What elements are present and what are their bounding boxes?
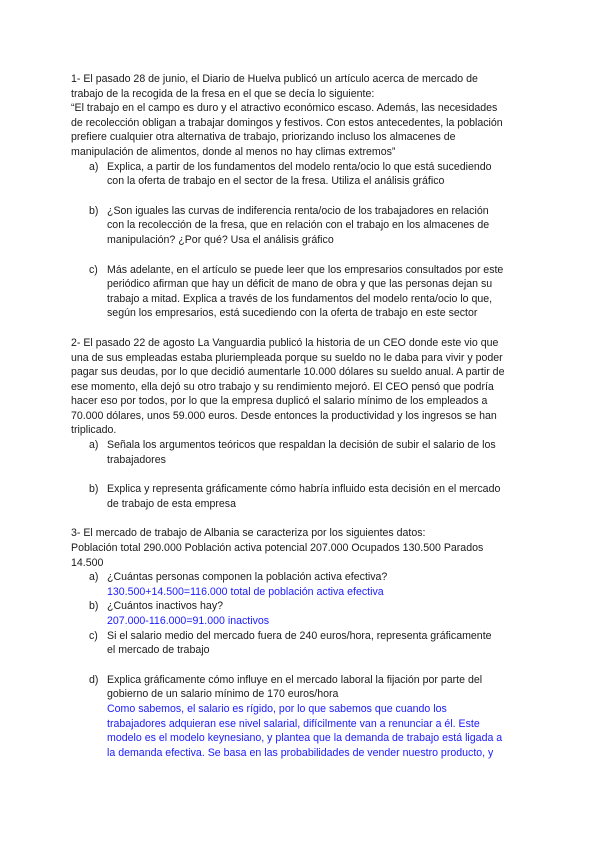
q3-intro-line: Población total 290.000 Población activa potencial 207.000 Ocupados 130.500 Parados	[71, 542, 484, 555]
document-content	[71, 72, 531, 760]
q3-item-b-question: ¿Cuántos inactivos hay?	[107, 600, 224, 613]
q1-item-c	[71, 263, 531, 321]
q3-item-d-answer-line: trabajadores adquieran ese nivel salarial, difícilmente van a renunciar a él. Este	[107, 717, 480, 730]
q2-intro-line: ese momento, ella dejó su otro trabajo y su rendimiento mejoró. El CEO pensó que podría	[71, 380, 494, 393]
q1-item-b-line: ¿Son iguales las curvas de indiferencia renta/ocio de los trabajadores en relación	[107, 204, 489, 217]
q2-item-b-line: de trabajo de esta empresa	[107, 497, 236, 510]
q2-item-a	[71, 438, 531, 467]
q1-item-c-line: trabajo a mitad. Explica a través de los fundamentos del modelo renta/ocio lo que,	[107, 292, 493, 305]
q2-item-b	[71, 482, 531, 511]
q1-item-b-marker: b)	[89, 204, 99, 217]
q1-item-b	[71, 204, 531, 248]
q2-intro-line: 70.000 dólares, unos 59.000 euros. Desde entonces la productividad y los ingresos se han	[71, 409, 497, 422]
q2-item-b-marker: b)	[89, 483, 99, 496]
q3-item-a-question: ¿Cuántas personas componen la población activa efectiva?	[107, 571, 388, 584]
q2-intro-line: pagar sus deudas, por lo que decidió aumentarle 10.000 dólares su sueldo anual. A partir de	[71, 366, 505, 379]
q1-intro-line: 1- El pasado 28 de junio, el Diario de Huelva publicó un artículo acerca de mercado de	[71, 73, 478, 85]
q1-item-a-marker: a)	[89, 160, 99, 173]
q1-item-b-line: manipulación? ¿Por qué? Usa el análisis gráfico	[107, 233, 334, 246]
q3-item-d-answer-line: Como sabemos, el salario es rígido, por lo que sabemos que cuando los	[107, 702, 447, 715]
q2-item-a-line: Señala los argumentos teóricos que respaldan la decisión de subir el salario de los	[107, 439, 496, 452]
q3-item-d-line: gobierno de un salario mínimo de 170 euros/hora	[107, 688, 339, 701]
q3-item-b-marker: b)	[89, 600, 99, 613]
q3-intro-line: 14.500	[71, 556, 104, 569]
q1-item-c-line: Más adelante, en el artículo se puede leer que los empresarios consultados por este	[107, 263, 504, 276]
question-3	[71, 526, 531, 760]
q3-item-b	[71, 599, 531, 628]
q3-item-a	[71, 570, 531, 599]
q1-quote-line: manipulación de alimentos, donde al menos no hay climas extremos”	[71, 145, 396, 158]
q2-intro-line: hacer eso por todos, por lo que la empresa duplicó el salario mínimo de los empleados a	[71, 395, 488, 408]
q3-item-b-answer: 207.000-116.000=91.000 inactivos	[107, 615, 270, 627]
q3-item-d-line: Explica gráficamente cómo influye en el mercado laboral la fijación por parte del	[107, 673, 483, 686]
q3-item-d-answer-line: modelo es el modelo keynesiano, y plantea que la demanda de trabajo está ligada a	[107, 732, 503, 745]
q2-intro-line: triplicado.	[71, 424, 117, 437]
q1-item-b-line: con la recolección de la fresa, que en relación con el trabajo en los almacenes de	[107, 219, 490, 232]
q2-item-a-line: trabajadores	[107, 453, 166, 466]
q3-intro-line: 3- El mercado de trabajo de Albania se caracteriza por los siguientes datos:	[71, 527, 426, 540]
q1-quote-line: prefiere cualquier otra alternativa de trabajo, priorizando incluso los almacenes de	[71, 131, 456, 144]
q2-intro-line: una de sus empleadas estaba pluriempleada porque su sueldo no le daba para vivir y poder	[71, 351, 503, 364]
q3-item-a-answer: 130.500+14.500=116.000 total de población activa efectiva	[107, 585, 384, 598]
q3-item-d	[71, 673, 531, 761]
question-1	[71, 72, 531, 321]
q3-item-d-answer-line: la demanda efectiva. Se basa en las probabilidades de vender nuestro producto, y	[107, 746, 494, 759]
question-2	[71, 336, 531, 512]
q1-intro-line: trabajo de la recogida de la fresa en el que se decía lo siguiente:	[71, 87, 375, 100]
q3-item-c-marker: c)	[89, 629, 98, 642]
q2-intro-line: 2- El pasado 22 de agosto La Vanguardia publicó la historia de un CEO donde este vio que	[71, 336, 499, 349]
q1-quote-line: “El trabajo en el campo es duro y el atractivo económico escaso. Además, las necesidades	[71, 102, 498, 115]
q1-item-a-line: Explica, a partir de los fundamentos del modelo renta/ocio lo que está sucediendo	[107, 160, 492, 173]
q3-item-c-line: el mercado de trabajo	[107, 644, 210, 657]
q2-item-b-line: Explica y representa gráficamente cómo habría influido esta decisión en el mercado	[107, 483, 501, 496]
q1-item-a	[71, 160, 531, 189]
q3-item-c	[71, 629, 531, 658]
q3-item-d-marker: d)	[89, 673, 99, 686]
q1-item-a-line: con la oferta de trabajo en el sector de la fresa. Utiliza el análisis gráfico	[107, 175, 445, 188]
q1-item-c-marker: c)	[89, 263, 98, 276]
q1-item-c-line: periódico afirman que hay un déficit de mano de obra y que las personas dejan su	[107, 278, 493, 291]
q1-quote-line: de recolección obligan a trabajar domingos y festivos. Con estos antecedentes, la población	[71, 116, 503, 129]
q3-item-a-marker: a)	[89, 571, 99, 584]
q1-item-c-line: según los empresarios, está sucediendo con la oferta de trabajo en este sector	[107, 307, 478, 320]
q3-item-c-line: Si el salario medio del mercado fuera de 240 euros/hora, representa gráficamente	[107, 629, 492, 642]
q2-item-a-marker: a)	[89, 439, 99, 452]
